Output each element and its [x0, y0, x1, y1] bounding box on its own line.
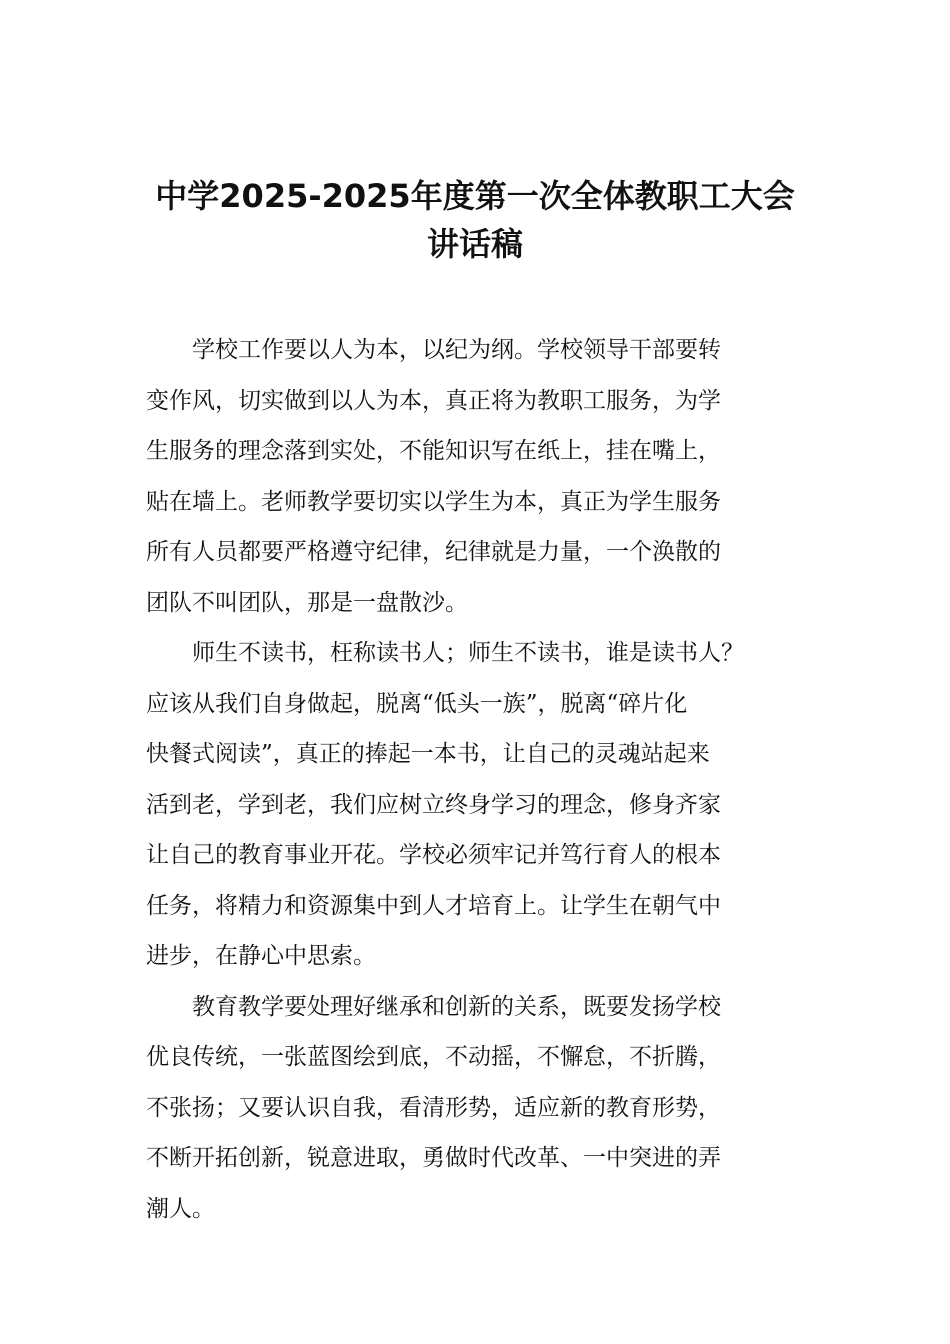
title-line-2: 讲话稿 [426, 225, 523, 263]
text-line: 团队不叫团队，那是一盘散沙。 [146, 589, 468, 616]
paragraph-3 [146, 982, 816, 1235]
text-line: 活到老，学到老，我们应树立终身学习的理念，修身齐家 [146, 791, 721, 818]
paragraph-2 [146, 628, 816, 982]
text-line: 不张扬；又要认识自我，看清形势，适应新的教育形势， [146, 1094, 721, 1121]
text-line: 让自己的教育事业开花。学校必须牢记并笃行育人的根本 [146, 842, 721, 868]
document-body [146, 325, 816, 1234]
text-line: 生服务的理念落到实处，不能知识写在纸上，挂在嘴上， [146, 438, 721, 464]
text-line: 不断开拓创新，锐意进取，勇做时代改革、一中突进的弄 [146, 1145, 721, 1171]
title-line-1: 中学2025-2025年度第一次全体教职工大会 [155, 177, 795, 215]
text-line: 贴在墙上。老师教学要切实以学生为本，真正为学生服务 [146, 488, 721, 515]
text-line: 进步，在静心中思索。 [146, 943, 376, 969]
text-line: 优良传统，一张蓝图绘到底，不动摇，不懈怠，不折腾， [146, 1044, 721, 1070]
text-line: 潮人。 [146, 1195, 215, 1222]
paragraph-1 [146, 325, 816, 628]
text-line: 教育教学要处理好继承和创新的关系，既要发扬学校 [146, 993, 721, 1020]
text-line: 师生不读书，枉称读书人；师生不读书，谁是读书人？ [146, 640, 744, 666]
text-line: 学校工作要以人为本，以纪为纲。学校领导干部要转 [146, 337, 721, 363]
text-line: 任务，将精力和资源集中到人才培育上。让学生在朝气中 [146, 892, 721, 919]
text-line: 变作风，切实做到以人为本，真正将为教职工服务，为学 [146, 387, 721, 414]
text-line: 所有人员都要严格遵守纪律，纪律就是力量，一个涣散的 [146, 539, 721, 565]
text-line: 快餐式阅读”，真正的捧起一本书，让自己的灵魂站起来 [146, 741, 710, 767]
document-title [120, 172, 830, 268]
text-line: 应该从我们自身做起，脱离“低头一族”，脱离“碎片化 [146, 690, 688, 717]
